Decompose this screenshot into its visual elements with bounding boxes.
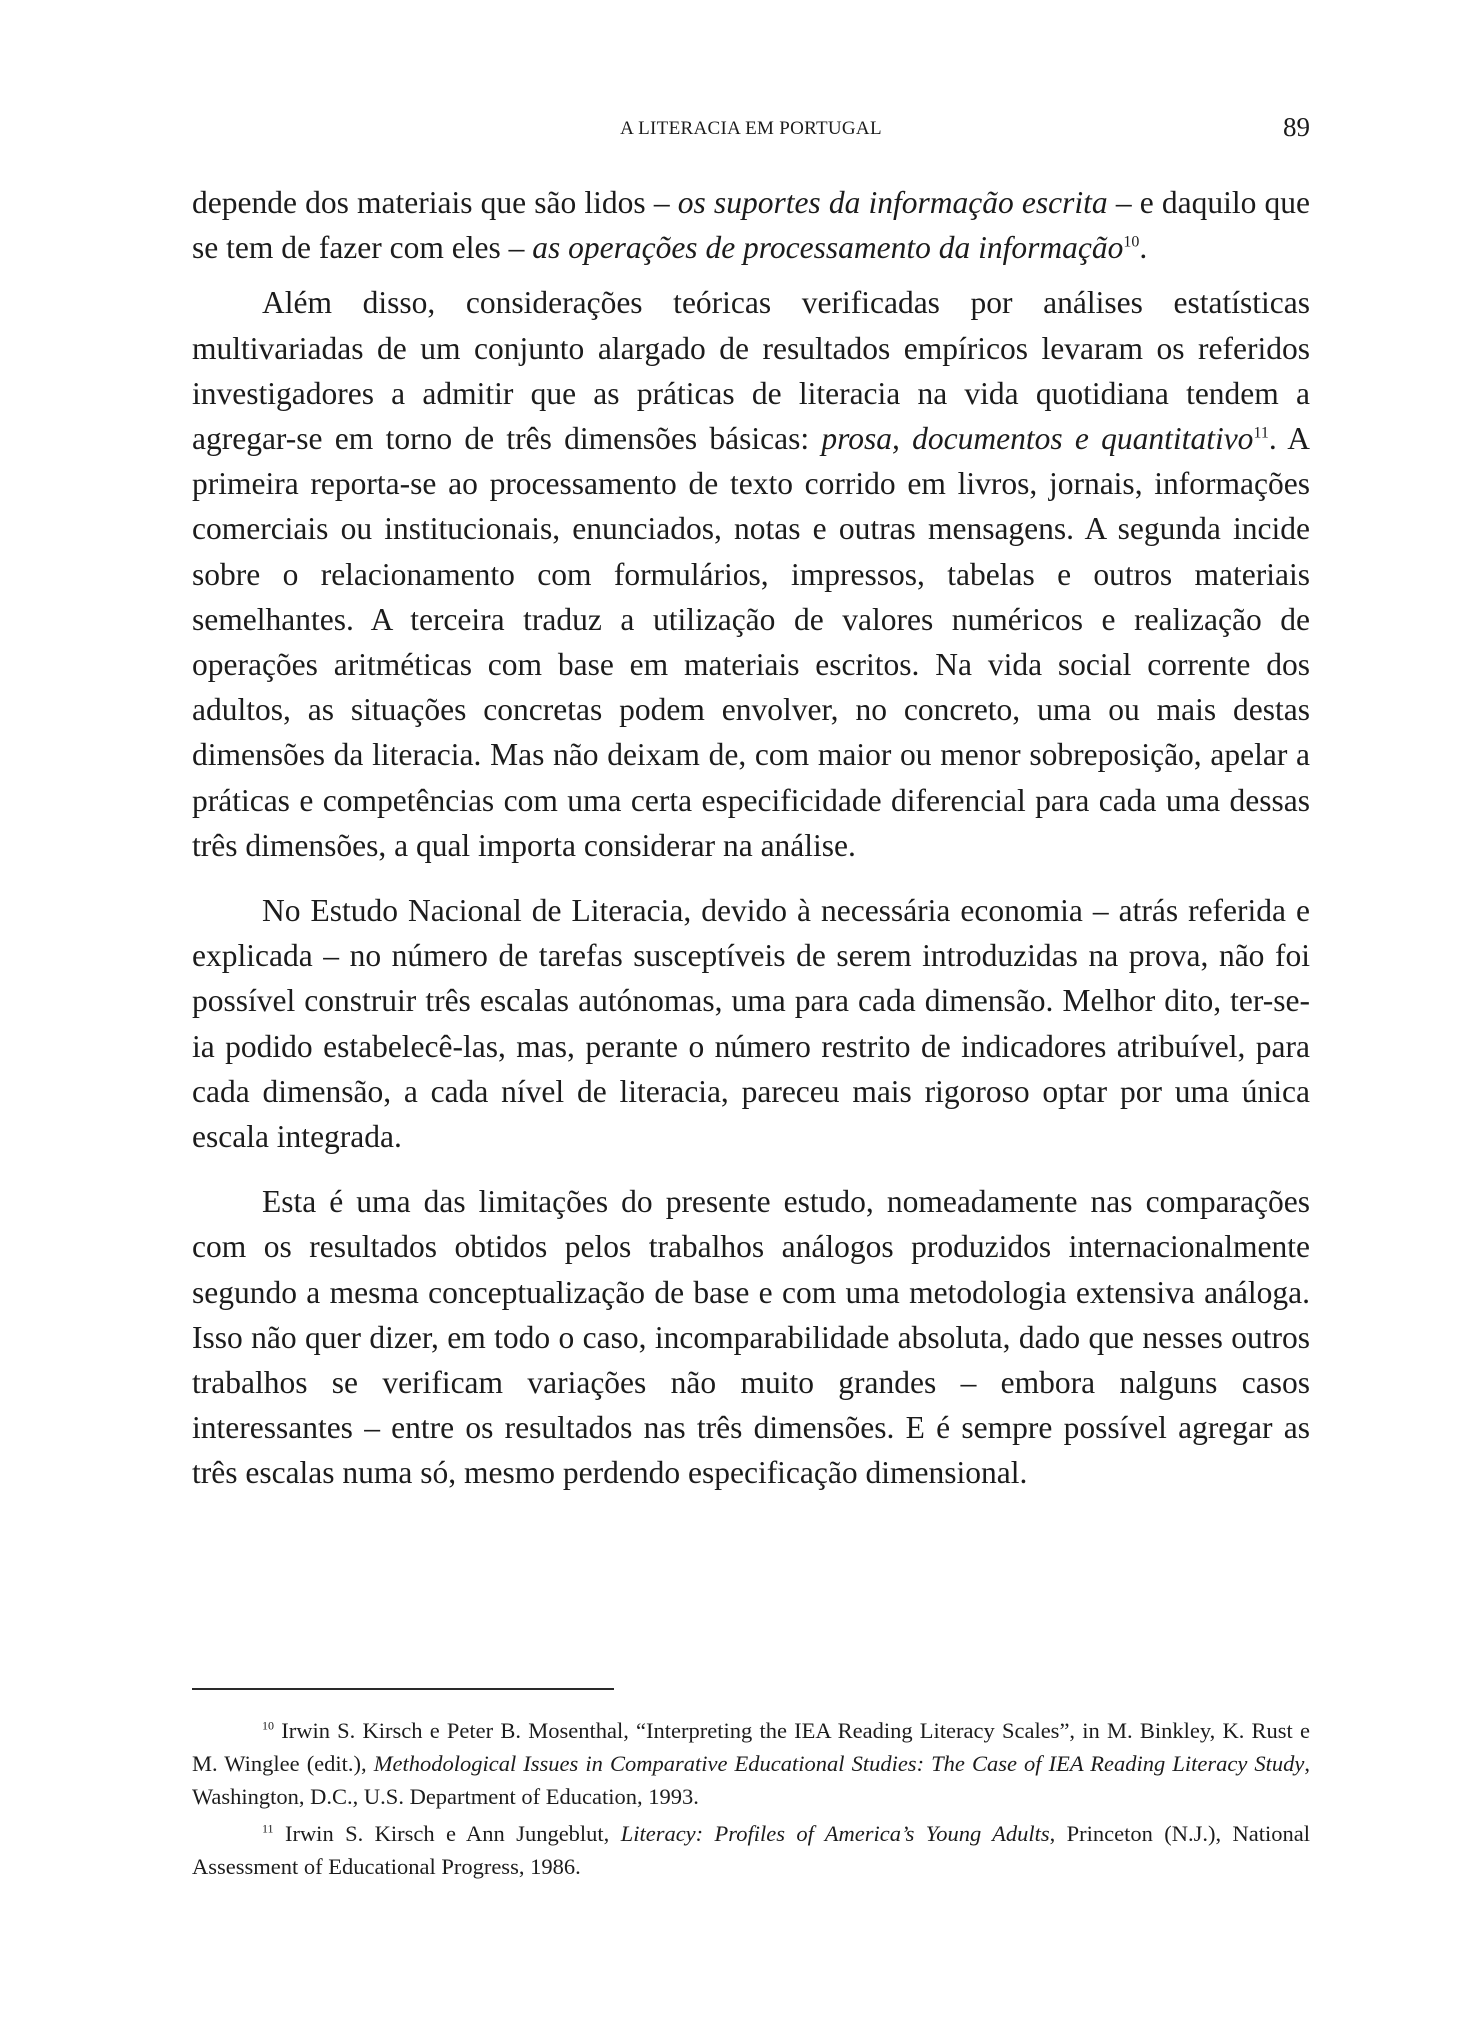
footnote-10-italic: Methodological Issues in Comparative Educational Studies: The Case of IEA Reading Literacy Study (373, 1751, 1305, 1776)
footnote-10 (192, 1714, 1310, 1813)
footnote-10-text-2: , Washington, D.C., U.S. Department of Education, 1993. (192, 1751, 1310, 1809)
paragraph-1 (192, 180, 1310, 270)
footnote-divider (192, 1688, 614, 1690)
footnote-11-text-2: , Princeton (N.J.), National Assessment of Educational Progress, 1986. (192, 1821, 1310, 1879)
paragraph-1-italic-2: as operações de processamento da informação (532, 230, 1124, 266)
footnote-10-text-1: Irwin S. Kirsch e Peter B. Mosenthal, “Interpreting the IEA Reading Literacy Scales”, in M. Binkley, K. Rust e M. Winglee (edit.), (192, 1718, 1311, 1776)
body-text (192, 180, 1310, 1496)
footnote-11-italic: Literacy: Profiles of America’s Young Adults (620, 1821, 1050, 1846)
paragraph-4: Esta é uma das limitações do presente estudo, nomeadamente nas comparações com os resultados obtidos pelos trabalhos análogos produzidos internacionalmente segundo a mesma conceptualização de base e com uma metodologia extensiva análoga. Isso não quer dizer, em todo o caso, incomparabilidade absoluta, dado que nesses outros trabalhos se verificam variações não muito grandes – embora nalguns casos interessantes – entre os resultados nas três dimensões. E é sempre possível agregar as três escalas numa só, mesmo perdendo especificação dimensional. (192, 1184, 1310, 1491)
page-number: 89 (1283, 112, 1310, 142)
footnote-11-text-1: Irwin S. Kirsch e Ann Jungeblut, (284, 1821, 621, 1846)
footnote-number: 11 (262, 1821, 274, 1836)
paragraph-2 (192, 280, 1310, 868)
footnote-ref-11: 11 (1253, 424, 1269, 442)
paragraph-1-text-2: – e daquilo que se tem de fazer com eles – (192, 185, 1310, 266)
paragraph-1-text-1: depende dos materiais que são lidos – (192, 185, 678, 220)
footnote-number: 10 (262, 1718, 274, 1733)
paragraph-1-text-3: . (1139, 230, 1148, 266)
paragraph-2-italic-1: prosa, documentos e quantitativo (821, 421, 1254, 457)
paragraph-3: No Estudo Nacional de Literacia, devido à necessária economia – atrás referida e explicada – no número de tarefas susceptíveis de serem introduzidas na prova, não foi possível construir três escalas autónomas, uma para cada dimensão. Melhor dito, ter-se-ia podido estabelecê-las, mas, perante o número restrito de indicadores atribuível, para cada dimensão, a cada nível de literacia, pareceu mais rigoroso optar por uma única escala integrada. (192, 893, 1310, 1155)
footnote-ref-10: 10 (1123, 233, 1140, 251)
footnotes (192, 1714, 1310, 1887)
paragraph-2-text-2: . A primeira reporta-se ao processamento de texto corrido em livros, jornais, informações comerciais ou institucionais, enunciados, notas e outras mensagens. A segunda incide sobre o relacionamento com formulários, impressos, tabelas e outros materiais semelhantes. A terceira traduz a utilização de valores numéricos e realização de operações aritméticas com base em materiais escritos. Na vida social corrente dos adultos, as situações concretas podem envolver, no concreto, uma ou mais destas dimensões da literacia. Mas não deixam de, com maior ou menor sobreposição, apelar a práticas e competências com uma certa especificidade diferencial para cada uma dessas três dimensões, a qual importa considerar na análise. (192, 421, 1311, 863)
paragraph-1-italic-1: os suportes da informação escrita (677, 185, 1108, 220)
footnote-11 (192, 1817, 1310, 1883)
running-title: A LITERACIA EM PORTUGAL (620, 118, 882, 139)
paragraph-2-text-1: Além disso, considerações teóricas verificadas por análises estatísticas multivariadas de um conjunto alargado de resultados empíricos levaram os referidos investigadores a admitir que as práticas de literacia na vida quotidiana tendem a agregar-se em torno de três dimensões básicas: (192, 285, 1310, 457)
running-header (192, 112, 1310, 144)
